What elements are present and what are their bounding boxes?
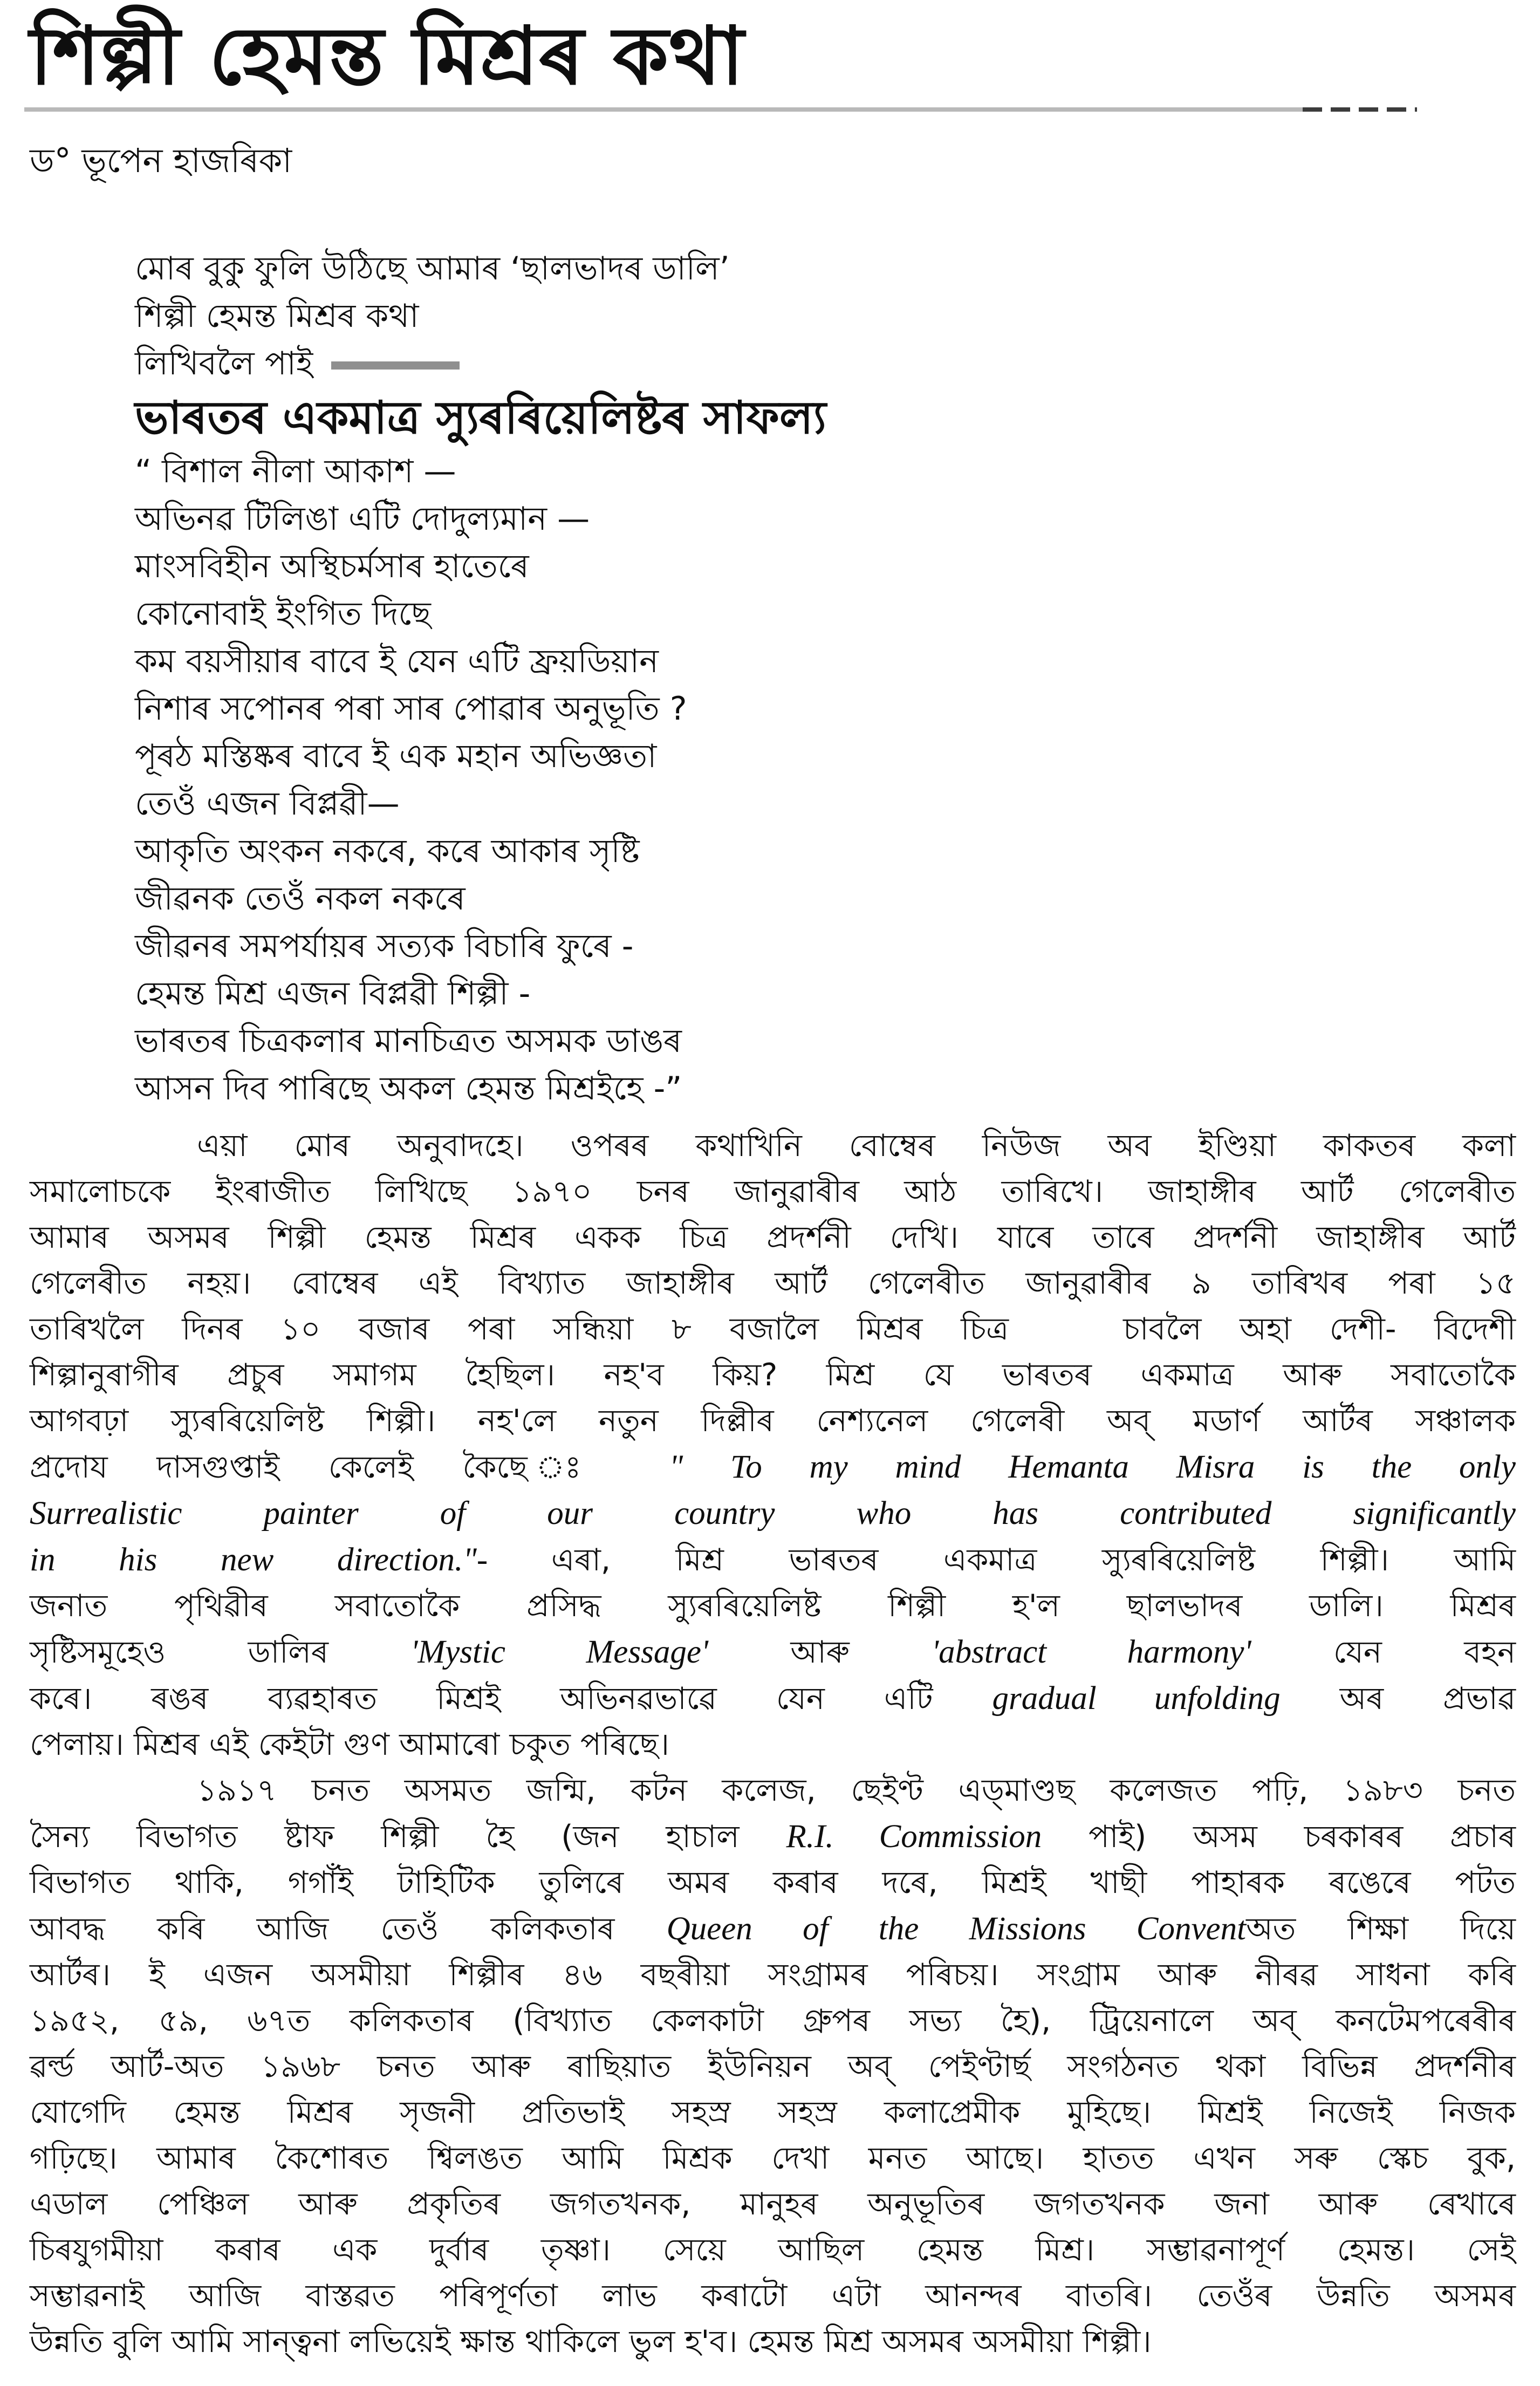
body-text-segment: আৰু bbox=[708, 1635, 932, 1671]
body-text-segment: শিল্পানুৰাগীৰ প্রচুৰ সমাগম হৈছিল। নহ'ব কিয়? মিশ্র যে ভাৰতৰ একমাত্র আৰু সবাতোকৈ bbox=[30, 1357, 1516, 1393]
poem-verse-line: জীৱনৰ সমপর্যায়ৰ সত্যক বিচাৰি ফুৰে - bbox=[135, 927, 634, 966]
body-line bbox=[30, 1860, 1516, 1906]
poem-verse-line: জীৱনক তেওঁ নকল নকৰে bbox=[135, 880, 466, 918]
poem-verse-line: কোনোবাই ইংগিত দিছে bbox=[135, 595, 431, 633]
english-quote-segment: in his new direction."- bbox=[30, 1542, 551, 1578]
title-rule bbox=[30, 107, 1516, 113]
body-line bbox=[30, 1952, 1516, 1998]
body-line bbox=[30, 1398, 1516, 1444]
body-text-segment: সমালোচকে ইংৰাজীত লিখিছে ১৯৭০ চনৰ জানুৱাৰীৰ আঠ তাৰিখে। জাহাঙ্গীৰ আর্ট গেলেৰীত bbox=[30, 1174, 1516, 1210]
english-quote-segment: gradual unfolding bbox=[992, 1680, 1281, 1717]
body-text-segment: পেলায়। মিশ্রৰ এই কেইটা গুণ আমাৰো চকুত পৰিছে। bbox=[30, 1727, 669, 1763]
body-line bbox=[30, 1352, 1516, 1398]
poem-verse-line: অভিনৱ টিলিঙা এটি দোদুল্যমান — bbox=[135, 500, 590, 538]
poem-verse-line: কম বয়সীয়াৰ বাবে ই যেন এটি ফ্রয়ডিয়ান bbox=[135, 642, 659, 681]
body-text-segment: এৰা, মিশ্র ভাৰতৰ একমাত্র স্যুৰৰিয়েলিষ্ট শিল্পী। আমি bbox=[551, 1542, 1516, 1578]
body-text-segment: যেন বহন bbox=[1251, 1635, 1516, 1671]
body-text-segment: যোগেদি হেমন্ত মিশ্রৰ সৃজনী প্রতিভাই সহস্র সহস্র কলাপ্রেমীক মুহিছে। মিশ্রই নিজেই নিজক bbox=[30, 2095, 1516, 2131]
body-text-segment: আর্টৰ। ই এজন অসমীয়া শিল্পীৰ ৪৬ বছৰীয়া সংগ্রামৰ পৰিচয়। সংগ্রাম আৰু নীৰৱ সাধনা কৰি bbox=[30, 1957, 1516, 1993]
poem-verse-line: “ বিশাল নীলা আকাশ — bbox=[135, 453, 456, 491]
body-line bbox=[30, 1491, 1516, 1537]
body-text-segment: অৰ প্রভাৱ bbox=[1280, 1681, 1516, 1717]
body-text-segment: ৱৰ্ল্ড আর্ট-অত ১৯৬৮ চনত আৰু ৰাছিয়াত ইউনিয়ন অব্‌ পেইণ্টার্ছ সংগঠনত থকা বিভিন্ন প্রদর্শনীৰ bbox=[30, 2049, 1516, 2085]
body-text-segment: উন্নতি বুলি আমি সান্ত্বনা লভিয়েই ক্ষান্ত থাকিলে ভুল হ'ব। হেমন্ত মিশ্র অসমৰ অসমীয়া শিল্পী। bbox=[30, 2324, 1152, 2360]
body-line bbox=[30, 1906, 1516, 1952]
body-text-segment: ১৯৫২, ৫৯, ৬৭ত কলিকতাৰ (বিখ্যাত কেলকাটা গ্রুপৰ সভ্য হৈ), ট্রিয়েনালে অব্‌ কনটেমপৰেৰীৰ bbox=[30, 2003, 1516, 2039]
poem-verse-line: তেওঁ এজন বিপ্লৱী— bbox=[135, 785, 400, 823]
english-quote-segment: 'abstract harmony' bbox=[932, 1634, 1251, 1671]
body-line bbox=[30, 1123, 1516, 1169]
title-rule-solid bbox=[24, 107, 1303, 112]
body-text-segment: ১৯১৭ চনত অসমত জন্মি, কটন কলেজ, ছেইণ্ট এড্‌মাণ্ডছ কলেজত পঢ়ি, ১৯৮৩ চনত bbox=[197, 1773, 1516, 1809]
poem-intro-line bbox=[135, 340, 1516, 387]
body-text-segment: আবদ্ধ কৰি আজি তেওঁ কলিকতাৰ bbox=[30, 1911, 667, 1947]
body-line bbox=[30, 1169, 1516, 1215]
body-line bbox=[30, 1537, 1516, 1583]
poem-verse-line: ভাৰতৰ চিত্রকলাৰ মানচিত্রত অসমক ডাঙৰ bbox=[135, 1022, 682, 1061]
body-line bbox=[30, 2136, 1516, 2182]
body-line bbox=[30, 2090, 1516, 2136]
poem-verse-line: আকৃতি অংকন নকৰে, কৰে আকাৰ সৃষ্টি bbox=[135, 832, 640, 871]
body-text-segment: জনাত পৃথিৱীৰ সবাতোকৈ প্রসিদ্ধ স্যুৰৰিয়েলিষ্ট শিল্পী হ'ল ছালভাদৰ ডালি। মিশ্রৰ bbox=[30, 1588, 1516, 1624]
english-quote-segment: R.I. Commission bbox=[786, 1818, 1042, 1855]
poem-verse-line: আসন দিব পাৰিছে অকল হেমন্ত মিশ্রইহে -” bbox=[135, 1070, 682, 1108]
body-line bbox=[30, 1307, 1516, 1352]
english-quote-segment: Surrealistic painter of our country who has contributed significantly bbox=[30, 1495, 1516, 1532]
body-text-segment: সৃষ্টিসমূহেও ডালিৰ bbox=[30, 1635, 411, 1671]
body-line bbox=[30, 1629, 1516, 1676]
body-text-segment: আগবঢ়া স্যুৰৰিয়েলিষ্ট শিল্পী। নহ'লে নতুন দিল্লীৰ নেশ্যনেল গেলেৰী অব্‌ মডার্ণ আর্টৰ সঞ্চালক bbox=[30, 1403, 1516, 1439]
body-text-segment: এডাল পেঞ্চিল আৰু প্রকৃতিৰ জগতখনক, মানুহৰ অনুভূতিৰ জগতখনক জনা আৰু ৰেখাৰে bbox=[30, 2186, 1516, 2223]
body-text-segment: কৰে। ৰঙৰ ব্যৱহাৰত মিশ্রই অভিনৱভাৱে যেন এটি bbox=[30, 1681, 993, 1717]
body-line bbox=[30, 1814, 1516, 1860]
english-quote-segment: " To my mind Hemanta Misra is the only bbox=[669, 1449, 1516, 1486]
poem-verse-line: নিশাৰ সপোনৰ পৰা সাৰ পোৱাৰ অনুভূতি ? bbox=[135, 690, 687, 728]
body-line bbox=[30, 1998, 1516, 2044]
body-line bbox=[30, 1722, 1516, 1768]
article-body bbox=[30, 1123, 1516, 2365]
author-name: ড° ভূপেন হাজৰিকা bbox=[30, 141, 292, 181]
body-line bbox=[30, 1215, 1516, 1261]
body-text-segment: সম্ভাৱনাই আজি বাস্তৱত পৰিপূর্ণতা লাভ কৰাটো এটা আনন্দৰ বাতৰি। তেওঁৰ উন্নতি অসমৰ bbox=[30, 2278, 1516, 2314]
body-line bbox=[30, 1261, 1516, 1307]
poem-block bbox=[135, 245, 1516, 1112]
poem-intro-text: লিখিবলৈ পাই bbox=[135, 345, 313, 383]
body-text-segment: চিৰযুগমীয়া কৰাৰ এক দুর্বাৰ তৃষ্ণা। সেয়ে আছিল হেমন্ত মিশ্র। সম্ভাৱনাপূর্ণ হেমন্ত। সেই bbox=[30, 2232, 1516, 2268]
title-rule-dashes bbox=[1303, 107, 1417, 112]
body-text-segment: প্রদোয দাসগুপ্তাই কেলেই কৈছে ঃ bbox=[30, 1450, 669, 1486]
english-quote-segment: 'Mystic Message' bbox=[410, 1634, 708, 1671]
poem-intro-line bbox=[135, 292, 1516, 340]
emphasis-dash-bar bbox=[331, 361, 460, 370]
body-text-segment: এয়া মোৰ অনুবাদহে। ওপৰৰ কথাখিনি বোম্বেৰ নিউজ অব ইণ্ডিয়া কাকতৰ কলা bbox=[197, 1128, 1516, 1164]
page-title: শিল্পী হেমন্ত মিশ্রৰ কথা bbox=[30, 10, 745, 102]
body-text-segment: আমাৰ অসমৰ শিল্পী হেমন্ত মিশ্রৰ একক চিত্র প্রদর্শনী দেখি। যাৰে তাৰে প্রদর্শনী জাহাঙ্গীৰ আর্ট bbox=[30, 1220, 1516, 1256]
poem-intro-line bbox=[135, 245, 1516, 292]
body-line bbox=[30, 2044, 1516, 2090]
poem-verse-line: হেমন্ত মিশ্র এজন বিপ্লৱী শিল্পী - bbox=[135, 975, 531, 1013]
body-line bbox=[30, 2182, 1516, 2227]
body-line bbox=[30, 2227, 1516, 2273]
body-text-segment: বিভাগত থাকি, গগাঁই টাহিটিক তুলিৰে অমৰ কৰাৰ দৰে, মিশ্রই খাছী পাহাৰক ৰঙেৰে পটত bbox=[30, 1865, 1516, 1901]
poem-verse-line: মাংসবিহীন অস্থিচর্মসাৰ হাতেৰে bbox=[135, 548, 529, 586]
body-text-segment: তাৰিখলৈ দিনৰ ১০ বজাৰ পৰা সন্ধিয়া ৮ বজালৈ মিশ্রৰ চিত্র চাবলৈ অহা দেশী- বিদেশী bbox=[30, 1311, 1516, 1348]
body-text-segment: পাই) অসম চৰকাৰৰ প্রচাৰ bbox=[1042, 1819, 1516, 1855]
body-text-segment: সৈন্য বিভাগত ষ্টাফ শিল্পী হৈ (জন হাচাল bbox=[30, 1819, 786, 1855]
body-line bbox=[30, 1444, 1516, 1491]
body-line bbox=[30, 1768, 1516, 1814]
poem-verse-line: পূৰঠ মস্তিষ্কৰ বাবে ই এক মহান অভিজ্ঞতা bbox=[135, 737, 657, 776]
body-text-segment: গঢ়িছে। আমাৰ কৈশোৰত শ্বিলঙত আমি মিশ্রক দেখা মনত আছে। হাতত এখন সৰু স্কেচ বুক, bbox=[30, 2141, 1516, 2177]
poem-intro-text: মোৰ বুকু ফুলি উঠিছে আমাৰ ‘ছালভাদৰ ডালি’ bbox=[135, 250, 730, 288]
body-text-segment: গেলেৰীত নহয়। বোম্বেৰ এই বিখ্যাত জাহাঙ্গীৰ আর্ট গেলেৰীত জানুৱাৰীৰ ৯ তাৰিখৰ পৰা ১৫ bbox=[30, 1266, 1516, 1302]
poem-intro-text: শিল্পী হেমন্ত মিশ্রৰ কথা bbox=[135, 297, 419, 336]
body-line bbox=[30, 1583, 1516, 1629]
body-text-segment: অত শিক্ষা দিয়ে bbox=[1246, 1911, 1516, 1947]
english-quote-segment: Queen of the Missions Convent bbox=[666, 1911, 1247, 1947]
poem-heading: ভাৰতৰ একমাত্র স্যুৰৰিয়েলিষ্টৰ সাফল্য bbox=[135, 391, 826, 445]
body-line bbox=[30, 1676, 1516, 1722]
body-line bbox=[30, 2319, 1516, 2365]
body-line bbox=[30, 2273, 1516, 2319]
